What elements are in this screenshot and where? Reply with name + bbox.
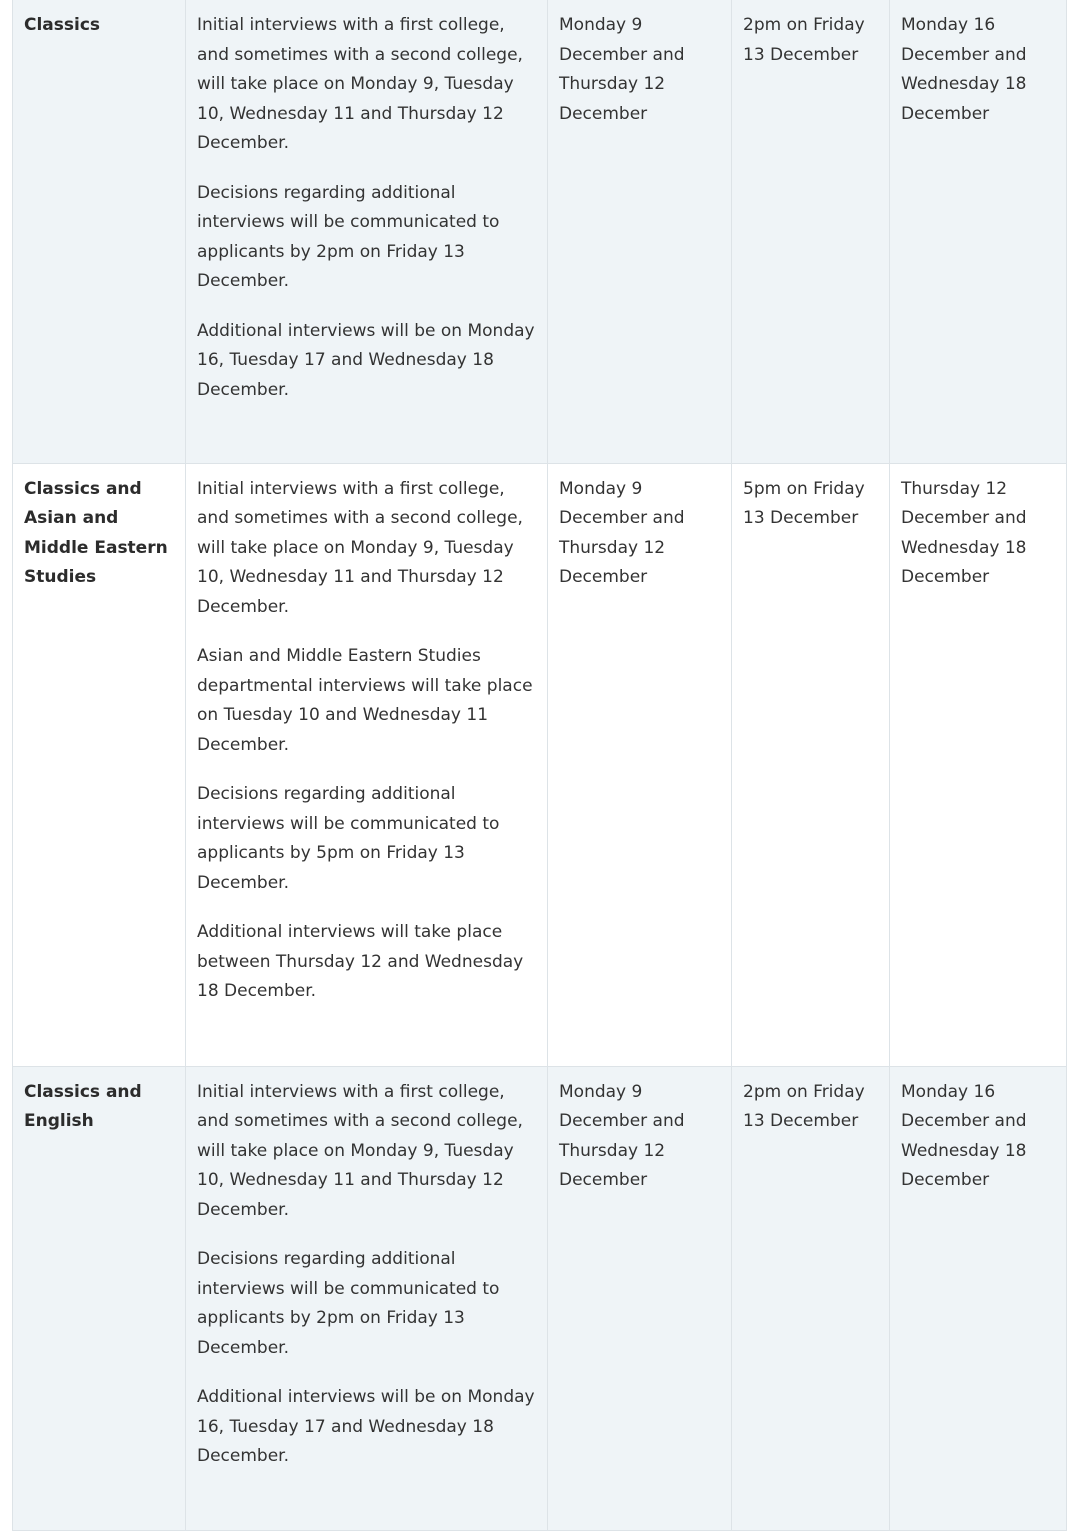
description-paragraph: Initial interviews with a first college, and sometimes with a second college, will take place on Monday 9, Tuesday 10, Wednesday 11 and Thursday 12 December. bbox=[197, 478, 523, 617]
initial-dates-cell: Monday 9 December and Thursday 12 December bbox=[548, 0, 732, 463]
table-row bbox=[13, 1066, 1067, 1530]
description-paragraph: Additional interviews will be on Monday 16, Tuesday 17 and Wednesday 18 December. bbox=[197, 320, 535, 400]
description-paragraph: Decisions regarding additional interviews will be communicated to applicants by 2pm on Friday 13 December. bbox=[197, 182, 500, 291]
decision-time-cell: 2pm on Friday 13 December bbox=[732, 1066, 890, 1530]
description-cell bbox=[186, 0, 548, 463]
additional-dates-cell: Monday 16 December and Wednesday 18 December bbox=[890, 1066, 1067, 1530]
subject-cell: Classics and Asian and Middle Eastern Studies bbox=[13, 463, 186, 1066]
interview-schedule-table bbox=[12, 0, 1067, 1531]
initial-dates-cell: Monday 9 December and Thursday 12 December bbox=[548, 1066, 732, 1530]
description-paragraph: Additional interviews will be on Monday 16, Tuesday 17 and Wednesday 18 December. bbox=[197, 1387, 535, 1466]
decision-time-cell: 5pm on Friday 13 December bbox=[732, 463, 890, 1066]
description-paragraph: Initial interviews with a first college, and sometimes with a second college, will take place on Monday 9, Tuesday 10, Wednesday 11 and Thursday 12 December. bbox=[197, 15, 523, 153]
subject-cell: Classics and English bbox=[13, 1066, 186, 1530]
decision-time-cell: 2pm on Friday 13 December bbox=[732, 0, 890, 463]
description-cell bbox=[186, 1066, 548, 1530]
additional-dates-cell: Monday 16 December and Wednesday 18 December bbox=[890, 0, 1067, 463]
description-paragraph: Decisions regarding additional interviews will be communicated to applicants by 5pm on Friday 13 December. bbox=[197, 784, 500, 893]
description-paragraph: Asian and Middle Eastern Studies departmental interviews will take place on Tuesday 10 and Wednesday 11 December. bbox=[197, 646, 533, 755]
description-paragraph: Additional interviews will take place between Thursday 12 and Wednesday 18 December. bbox=[197, 922, 524, 1001]
additional-dates-cell: Thursday 12 December and Wednesday 18 December bbox=[890, 463, 1067, 1066]
subject-cell: Classics bbox=[13, 0, 186, 463]
table-row bbox=[13, 0, 1067, 463]
description-cell bbox=[186, 463, 548, 1066]
description-paragraph: Initial interviews with a first college, and sometimes with a second college, will take place on Monday 9, Tuesday 10, Wednesday 11 and Thursday 12 December. bbox=[197, 1081, 523, 1220]
description-paragraph: Decisions regarding additional interviews will be communicated to applicants by 2pm on Friday 13 December. bbox=[197, 1249, 500, 1358]
table-row bbox=[13, 463, 1067, 1066]
initial-dates-cell: Monday 9 December and Thursday 12 December bbox=[548, 463, 732, 1066]
